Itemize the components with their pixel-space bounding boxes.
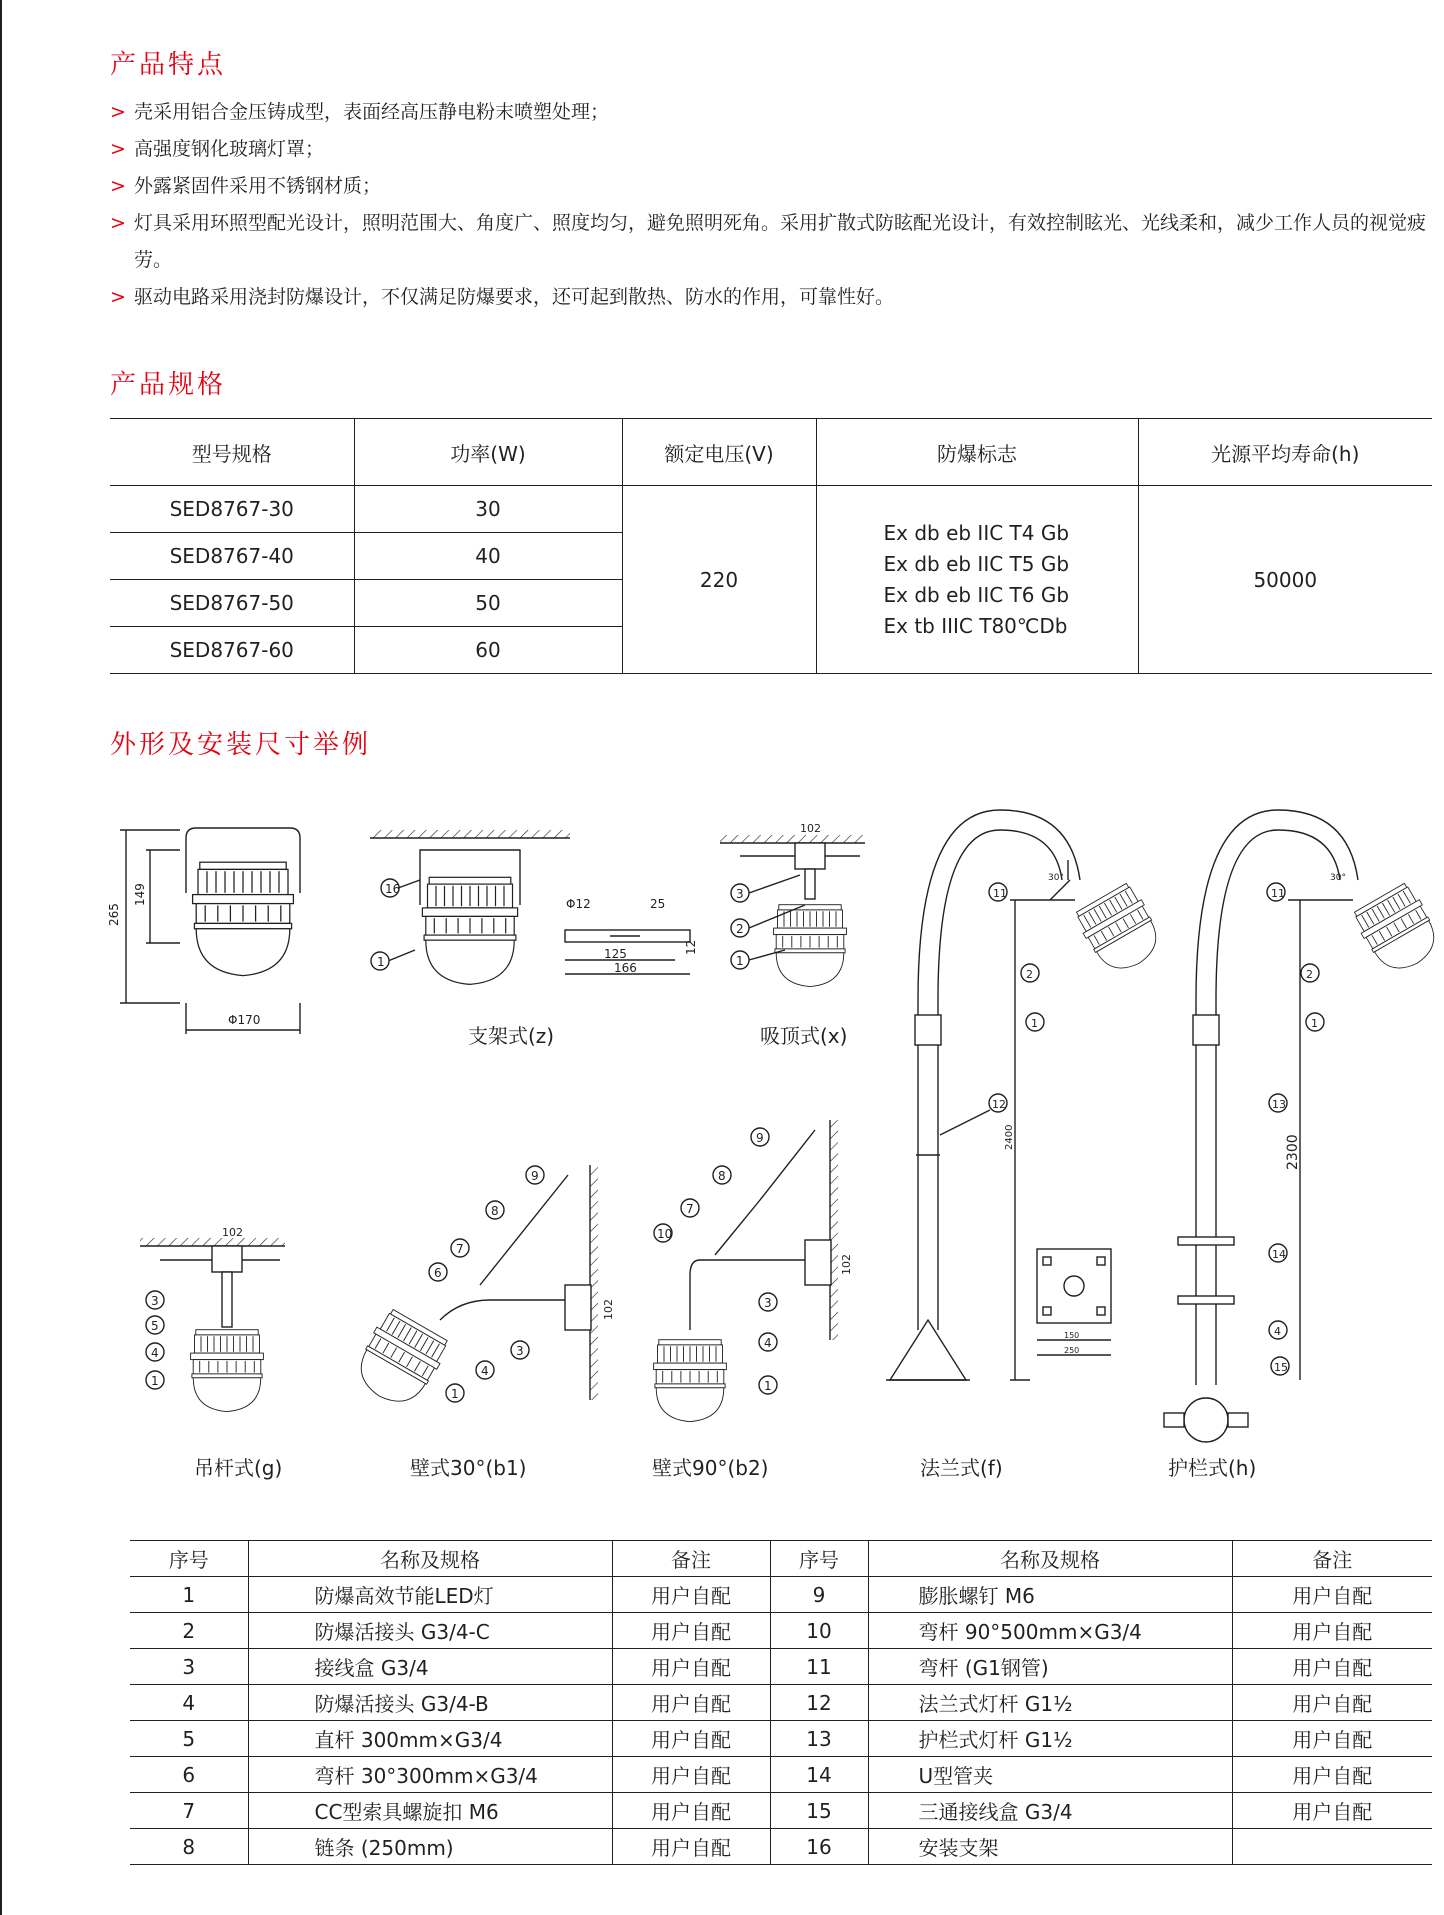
svg-text:11: 11 [1271,887,1285,900]
features-title: 产品特点 [110,50,227,80]
spec-header: 光源平均寿命(h) [1138,419,1432,486]
feature-item: > 外露紧固件采用不锈钢材质； [110,168,1430,205]
svg-text:5: 5 [151,1319,159,1333]
arrow-icon: > [110,138,126,160]
svg-text:1: 1 [1031,1017,1038,1030]
power-cell: 50 [354,580,622,627]
pendant-mount-drawing [140,1226,285,1412]
dim-150: 150 [1064,1331,1080,1340]
arrow-icon: > [110,212,126,234]
arrow-icon: > [110,101,126,123]
svg-text:7: 7 [456,1242,464,1256]
caption-g: 吊杆式(g) [194,1456,283,1480]
parts-row: 8 链条 (250mm) 用户自配 16 安装支架 [130,1829,1432,1865]
model-cell: SED8767-40 [110,533,354,580]
caption-f: 法兰式(f) [920,1456,1003,1480]
svg-text:11: 11 [993,887,1007,900]
svg-text:4: 4 [151,1346,159,1360]
spec-header: 型号规格 [110,419,354,486]
svg-text:9: 9 [531,1169,539,1183]
dim-12: 12 [684,939,698,955]
caption-b1: 壁式30°(b1) [410,1456,527,1480]
svg-text:1: 1 [377,955,385,969]
svg-text:8: 8 [718,1169,726,1183]
parts-row: 7 CC型索具螺旋扣 M6 用户自配 15 三通接线盒 G3/4 用户自配 [130,1793,1432,1829]
install-diagrams [0,800,1444,1500]
svg-text:16: 16 [385,882,401,896]
parts-row: 1 防爆高效节能LED灯 用户自配 9 膨胀螺钉 M6 用户自配 [130,1577,1432,1613]
ex-mark-cell: Ex db eb IIC T4 Gb Ex db eb IIC T5 Gb Ex db eb IIC T6 Gb Ex tb IIIC T80℃Db [816,486,1138,674]
svg-text:3: 3 [516,1344,524,1358]
svg-text:12: 12 [992,1098,1006,1111]
features-list [110,94,1430,316]
dim-25: 25 [650,897,666,911]
feature-item: > 驱动电路采用浇封防爆设计，不仅满足防爆要求，还可起到散热、防水的作用，可靠性好。 [110,279,1430,316]
arrow-icon: > [110,175,126,197]
specs-title: 产品规格 [110,370,227,400]
svg-text:2: 2 [736,922,744,936]
caption-x: 吸顶式(x) [760,1024,848,1048]
parts-header: 序号 [770,1541,868,1577]
parts-table [130,1540,1432,1865]
dim-149: 149 [133,883,147,906]
svg-text:8: 8 [491,1204,499,1218]
wall-90-drawing [654,1120,853,1422]
dim-170: Φ170 [228,1013,261,1027]
spec-row [110,486,1432,533]
power-cell: 40 [354,533,622,580]
svg-text:4: 4 [764,1336,772,1350]
svg-text:6: 6 [434,1266,442,1280]
caption-b2: 壁式90°(b2) [652,1456,769,1480]
svg-text:3: 3 [736,887,744,901]
svg-text:1: 1 [736,954,744,968]
parts-row: 3 接线盒 G3/4 用户自配 11 弯杆 (G1钢管) 用户自配 [130,1649,1432,1685]
feature-item: > 高强度钢化玻璃灯罩； [110,131,1430,168]
caption-z: 支架式(z) [468,1024,555,1048]
svg-text:7: 7 [686,1202,694,1216]
dim-166: 166 [614,961,637,975]
lifetime-cell: 50000 [1138,486,1432,674]
bracket-mount-drawing [370,830,698,984]
svg-text:15: 15 [1274,1361,1288,1374]
caption-h: 护栏式(h) [1168,1456,1257,1480]
install-title: 外形及安装尺寸举例 [110,730,372,760]
power-cell: 60 [354,627,622,674]
dim-2300: 2300 [1285,1134,1301,1170]
parts-header: 备注 [1232,1541,1432,1577]
parts-header: 名称及规格 [248,1541,612,1577]
svg-text:4: 4 [481,1364,489,1378]
parts-row: 4 防爆活接头 G3/4-B 用户自配 12 法兰式灯杆 G1½ 用户自配 [130,1685,1432,1721]
parts-header: 序号 [130,1541,248,1577]
dim-102-b1: 102 [602,1299,615,1320]
parts-header: 备注 [612,1541,770,1577]
spec-header: 额定电压(V) [622,419,816,486]
spec-table [110,418,1432,674]
dim-102-g: 102 [222,1226,243,1239]
model-cell: SED8767-50 [110,580,354,627]
parts-row: 5 直杆 300mm×G3/4 用户自配 13 护栏式灯杆 G1½ 用户自配 [130,1721,1432,1757]
svg-text:4: 4 [1274,1325,1281,1338]
model-cell: SED8767-30 [110,486,354,533]
wall-30-drawing [348,1165,615,1414]
svg-text:1: 1 [451,1387,459,1401]
flange-pole-drawing [886,810,1168,1380]
ceiling-mount-drawing [720,822,865,987]
dim-102-b2: 102 [840,1254,853,1275]
parts-header: 名称及规格 [868,1541,1232,1577]
lamp-dimension-drawing [107,828,300,1034]
voltage-cell: 220 [622,486,816,674]
dim-2400: 2400 [1004,1124,1015,1150]
dim-102-x: 102 [800,822,821,835]
svg-text:3: 3 [151,1294,159,1308]
svg-text:1: 1 [764,1379,772,1393]
svg-text:10: 10 [657,1227,673,1241]
model-cell: SED8767-60 [110,627,354,674]
svg-text:3: 3 [764,1296,772,1310]
dim-265: 265 [107,903,121,926]
dim-125: 125 [604,947,627,961]
svg-text:1: 1 [1311,1017,1318,1030]
dim-30-h: 30° [1330,873,1346,883]
svg-text:2: 2 [1026,968,1033,981]
svg-text:14: 14 [1272,1248,1286,1261]
feature-item: > 壳采用铝合金压铸成型，表面经高压静电粉末喷塑处理； [110,94,1430,131]
dim-250: 250 [1064,1346,1080,1355]
parts-row: 6 弯杆 30°300mm×G3/4 用户自配 14 U型管夹 用户自配 [130,1757,1432,1793]
guardrail-pole-drawing [1164,810,1444,1442]
svg-text:13: 13 [1272,1098,1286,1111]
parts-row: 2 防爆活接头 G3/4-C 用户自配 10 弯杆 90°500mm×G3/4 用户自配 [130,1613,1432,1649]
spec-header: 功率(W) [354,419,622,486]
arrow-icon: > [110,286,126,308]
power-cell: 30 [354,486,622,533]
svg-text:1: 1 [151,1374,159,1388]
spec-header: 防爆标志 [816,419,1138,486]
svg-text:2: 2 [1306,968,1313,981]
svg-text:9: 9 [756,1131,764,1145]
dim-phi12: Φ12 [566,897,591,911]
dim-30-f: 30° [1048,873,1064,883]
feature-item: > 灯具采用环照型配光设计，照明范围大、角度广、照度均匀，避免照明死角。采用扩散式防眩配光设计，有效控制眩光、光线柔和，减少工作人员的视觉疲劳。 [110,205,1430,279]
